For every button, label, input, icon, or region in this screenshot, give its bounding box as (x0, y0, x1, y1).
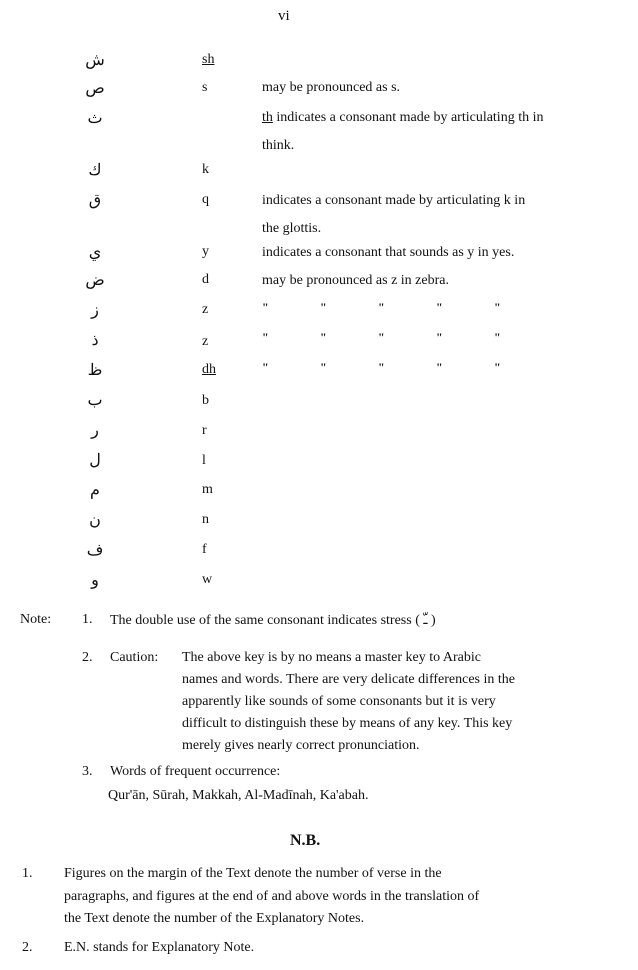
note-label: Note: (20, 612, 52, 627)
letter-description-cont: think. (262, 138, 295, 153)
note-item-text: The double use of the same consonant indicates stress ( ـّ ) (110, 613, 436, 628)
arabic-letter: ث (87, 110, 103, 127)
caution-line: The above key is by no means a master key to Arabic (182, 650, 481, 665)
letter-description: indicates a consonant that sounds as y in yes. (262, 245, 515, 260)
arabic-letter: ر (91, 422, 99, 439)
latin-letter: m (202, 482, 213, 497)
latin-letter: z (202, 302, 209, 317)
latin-letter: d (202, 272, 209, 287)
arabic-letter: ل (89, 452, 101, 469)
arabic-letter: ذ (91, 332, 99, 349)
note-item-text: Words of frequent occurrence: (110, 764, 281, 779)
arabic-letter: ز (91, 302, 99, 319)
caution-line: apparently like sounds of some consonants but it is very (182, 694, 496, 709)
letter-description: may be pronounced as z in zebra. (262, 273, 449, 288)
arabic-letter: ك (88, 162, 102, 179)
arabic-letter: ق (88, 192, 102, 209)
frequent-words: Qur'ān, Sūrah, Makkah, Al-Madīnah, Ka'abah. (108, 788, 369, 803)
caution-line: merely gives nearly correct pronunciation. (182, 738, 420, 753)
latin-letter: f (202, 542, 207, 557)
latin-letter: k (202, 162, 209, 177)
letter-description: may be pronounced as s. (262, 80, 401, 95)
latin-letter: z (202, 334, 209, 349)
latin-letter: sh (202, 52, 215, 67)
nb-line: Figures on the margin of the Text denote the number of verse in the (64, 866, 442, 881)
caution-line: names and words. There are very delicate differences in the (182, 672, 515, 687)
th-description: indicates a consonant made by articulating th in (276, 110, 544, 125)
ditto-marks: " " " " " (262, 330, 501, 344)
caution-label: Caution: (110, 650, 159, 665)
letter-description: indicates a consonant made by articulating k in (262, 193, 526, 208)
arabic-letter: ص (85, 80, 105, 97)
th-prefix: th (262, 110, 273, 125)
nb-item-number: 2. (22, 940, 33, 955)
arabic-letter: ي (88, 244, 102, 261)
ditto-marks: " " " " " (262, 300, 501, 314)
latin-letter: dh (202, 362, 216, 377)
latin-letter: y (202, 244, 209, 259)
latin-letter: n (202, 512, 209, 527)
nb-item-number: 1. (22, 866, 33, 881)
arabic-letter: ف (86, 542, 104, 559)
note-item-number: 3. (82, 764, 93, 779)
latin-letter: l (202, 453, 206, 468)
latin-letter: q (202, 192, 209, 207)
page-number: vi (278, 8, 290, 24)
latin-letter: w (202, 572, 213, 587)
nb-line: paragraphs, and figures at the end of and above words in the translation of (64, 889, 480, 904)
nb-item-text: E.N. stands for Explanatory Note. (64, 940, 255, 955)
arabic-letter: ش (85, 52, 105, 69)
letter-description-cont: the glottis. (262, 221, 322, 236)
arabic-letter: ظ (87, 362, 103, 379)
nb-line: the Text denote the number of the Explanatory Notes. (64, 911, 365, 926)
arabic-letter: ن (89, 512, 101, 529)
arabic-letter: م (90, 482, 100, 499)
arabic-letter: ض (85, 272, 105, 289)
latin-letter: r (202, 423, 207, 438)
latin-letter: b (202, 393, 209, 408)
note-item-number: 2. (82, 650, 93, 665)
letter-description (262, 110, 543, 126)
ditto-marks: " " " " " (262, 360, 501, 374)
arabic-letter: ب (87, 392, 103, 409)
caution-line: difficult to distinguish these by means of any key. This key (182, 716, 513, 731)
nb-heading: N.B. (290, 832, 321, 849)
arabic-letter: و (91, 572, 99, 589)
note-item-number: 1. (82, 612, 93, 627)
latin-letter: s (202, 80, 208, 95)
